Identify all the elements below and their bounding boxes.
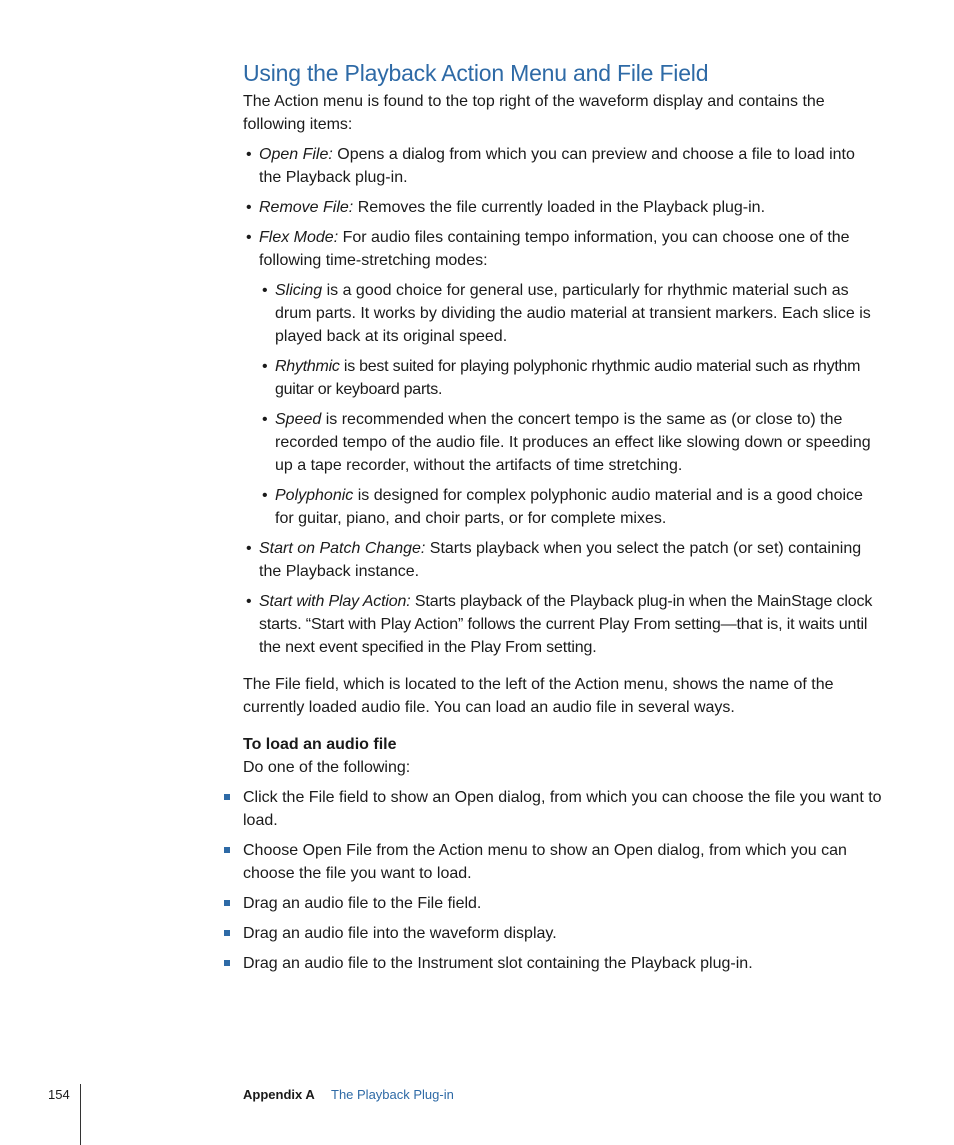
page-title: Using the Playback Action Menu and File Field [243,60,709,86]
bullet-icon: • [262,487,268,504]
item-text: Opens a dialog from which you can preview and choose a file to load into the Playback plug-in. [259,146,855,186]
step-text: Drag an audio file into the waveform display. [243,925,557,942]
sub-list-item [262,484,876,530]
page-number: 154 [48,1087,70,1102]
list-item [246,226,876,272]
footer-chapter-link[interactable]: The Playback Plug-in [331,1087,454,1102]
mode-text: is recommended when the concert tempo is the same as (or close to) the recorded tempo of the audio file. It produces an effect like slowing down or speeding up a tape recorder, without the artifacts of time stretching. [275,411,871,474]
item-term: Flex Mode: [259,229,339,246]
bullet-icon: • [246,199,252,216]
mode-text: is a good choice for general use, particularly for rhythmic material such as drum parts. It works by dividing the audio material at transient markers. Each slice is played back at its original speed. [275,282,871,345]
bullet-icon: • [262,358,268,375]
step-text: Click the File field to show an Open dialog, from which you can choose the file you want to load. [243,789,882,829]
footer-divider [80,1084,81,1145]
mode-term: Polyphonic [275,487,354,504]
task-intro: Do one of the following: [243,759,411,776]
item-text: Starts playback of the Playback plug-in when the MainStage clock starts. “Start with Play Action” follows the current Play From setting—that is, it waits until the next event specified in the Play From setting. [259,593,873,656]
list-item [224,892,884,915]
item-term: Start on Patch Change: [259,540,426,557]
item-text: For audio files containing tempo information, you can choose one of the following time-stretching modes: [259,229,850,269]
bullet-icon: • [246,146,252,163]
square-bullet-icon [224,960,230,966]
list-item [224,839,884,885]
file-field-paragraph: The File field, which is located to the left of the Action menu, shows the name of the currently loaded audio file. You can load an audio file in several ways. [243,676,834,716]
item-text: Starts playback when you select the patch (or set) containing the Playback instance. [259,540,862,580]
step-text: Drag an audio file to the Instrument slot containing the Playback plug-in. [243,955,753,972]
mode-text: is best suited for playing polyphonic rhythmic audio material such as rhythm guitar or keyboard parts. [275,358,861,398]
list-item [246,196,876,219]
square-bullet-icon [224,930,230,936]
item-term: Remove File: [259,199,354,216]
square-bullet-icon [224,847,230,853]
mode-term: Rhythmic [275,358,340,375]
sub-list-item [262,408,876,477]
bullet-icon: • [262,282,268,299]
intro-paragraph: The Action menu is found to the top right of the waveform display and contains the following items: [243,93,825,133]
list-item [224,922,884,945]
footer-appendix: Appendix A [243,1087,315,1102]
bullet-icon: • [246,593,252,610]
bullet-icon: • [246,229,252,246]
list-item [246,537,876,583]
item-term: Start with Play Action: [259,593,411,610]
item-text: Removes the file currently loaded in the Playback plug-in. [353,199,766,216]
sub-list-item [262,355,876,401]
mode-term: Speed [275,411,322,428]
square-bullet-icon [224,900,230,906]
mode-text: is designed for complex polyphonic audio material and is a good choice for guitar, piano, and choir parts, or for complete mixes. [275,487,863,527]
sub-list-item [262,279,876,348]
item-term: Open File: [259,146,333,163]
task-heading: To load an audio file [243,736,397,753]
square-bullet-icon [224,794,230,800]
list-item [224,952,884,975]
bullet-icon: • [262,411,268,428]
list-item [246,143,876,189]
list-item [224,786,884,832]
bullet-icon: • [246,540,252,557]
list-item [246,590,876,659]
step-text: Choose Open File from the Action menu to show an Open dialog, from which you can choose the file you want to load. [243,842,847,882]
mode-term: Slicing [275,282,323,299]
step-text: Drag an audio file to the File field. [243,895,482,912]
